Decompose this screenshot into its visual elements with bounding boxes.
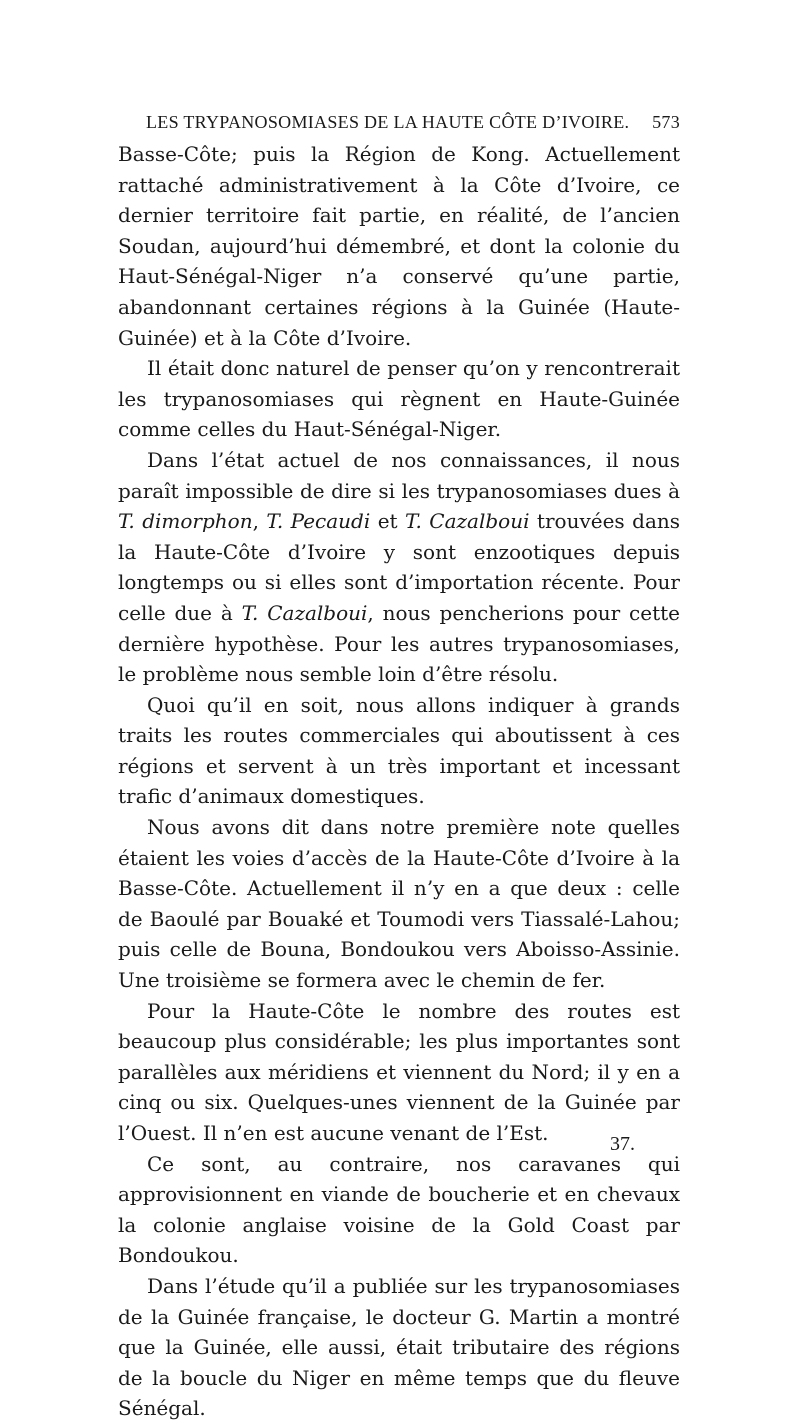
paragraph <box>118 445 680 690</box>
signature-mark: 37. <box>610 1133 635 1155</box>
text-run: Dans l’état actuel de nos connaissances, il nous paraît impossible de dire si les trypanosomiases dues à <box>118 447 680 503</box>
species-name: T. Cazalboui <box>241 600 368 625</box>
body-text <box>118 139 680 1424</box>
text-run: trouvées dans la Haute-Côte d’Ivoire y sont enzootiques depuis longtemps ou si elles sont d’importation récente. Pour celle due à <box>118 509 681 625</box>
paragraph: Quoi qu’il en soit, nous allons indiquer à grands traits les routes commerciales qui aboutissent à ces régions et servent à un très important et incessant trafic d’animaux domestiques. <box>118 692 680 809</box>
running-head <box>118 112 680 133</box>
text-run: , <box>252 509 267 534</box>
paragraph: Il était donc naturel de penser qu’on y rencontrerait les trypanosomiases qui règnent en Haute-Guinée comme celles du Haut-Sénégal-Niger. <box>118 356 680 442</box>
paragraph: Basse-Côte; puis la Région de Kong. Actuellement rattaché administrativement à la Côte d’Ivoire, ce dernier territoire fait partie, en réalité, de l’ancien Soudan, aujourd’hui démembré, et dont la colonie du Haut-Sénégal-Niger n’a conservé qu’une partie, abandonnant certaines régions à la Guinée (Haute-Guinée) et à la Côte d’Ivoire. <box>118 142 680 350</box>
species-name: T. Pecaudi <box>266 509 371 534</box>
text-run: et <box>370 509 406 534</box>
paragraph: Dans l’étude qu’il a publiée sur les trypanosomiases de la Guinée française, le docteur G. Martin a montré que la Guinée, elle aussi, était tributaire des régions de la boucle du Niger en même temps que du fleuve Sénégal. <box>118 1273 680 1421</box>
text-run: , nous pencherions pour cette dernière hypothèse. Pour les autres trypanosomiases, le problème nous semble loin d’être résolu. <box>118 600 680 687</box>
page-number: 573 <box>652 112 680 132</box>
species-name: T. Cazalboui <box>405 509 530 534</box>
page <box>118 112 680 1424</box>
running-title: LES TRYPANOSOMIASES DE LA HAUTE CÔTE D’IVOIRE. <box>146 112 630 132</box>
species-name: T. dimorphon <box>118 509 253 534</box>
paragraph: Ce sont, au contraire, nos caravanes qui approvisionnent en viande de boucherie et en chevaux la colonie anglaise voisine de la Gold Coast par Bondoukou. <box>118 1151 680 1268</box>
paragraph: Pour la Haute-Côte le nombre des routes est beaucoup plus considérable; les plus importantes sont parallèles aux méridiens et viennent du Nord; il y en a cinq ou six. Quelques-unes viennent de la Guinée par l’Ouest. Il n’en est aucune venant de l’Est. <box>118 998 680 1145</box>
paragraph: Nous avons dit dans notre première note quelles étaient les voies d’accès de la Haute-Côte d’Ivoire à la Basse-Côte. Actuellement il n’y en a que deux : celle de Baoulé par Bouaké et Toumodi vers Tiassalé-Lahou; puis celle de Bouna, Bondoukou vers Aboisso-Assinie. Une troisième se formera avec le chemin de fer. <box>118 815 680 993</box>
